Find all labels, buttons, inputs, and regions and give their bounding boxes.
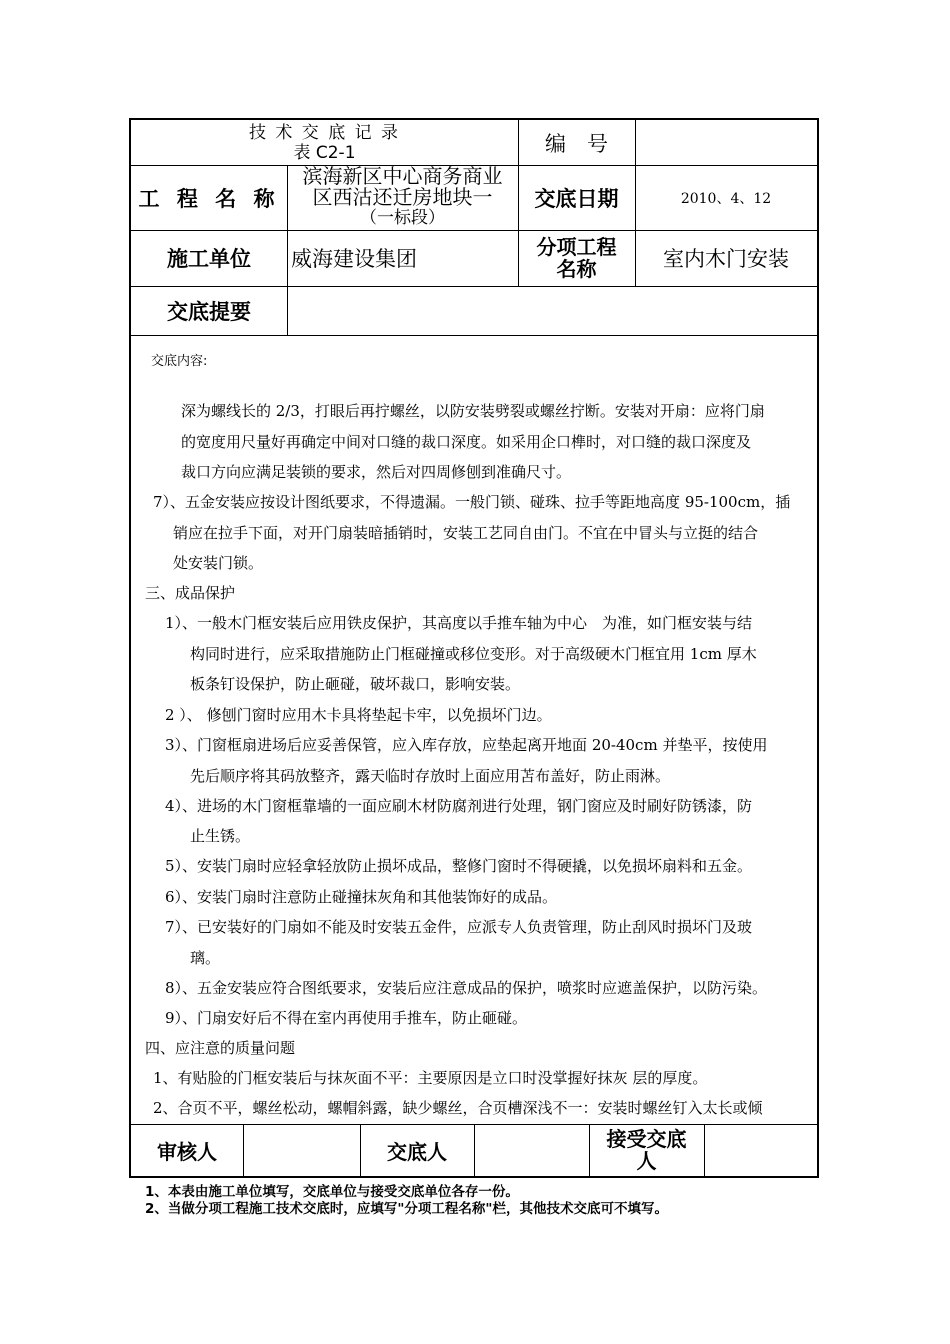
content-line: 止生锈。 [190,827,251,845]
content-line: 先后顺序将其码放整齐，露天临时存放时上面应用苫布盖好，防止雨淋。 [190,767,671,785]
content-line: 裁口方向应满足装锁的要求，然后对四周修刨到准确尺寸。 [181,463,572,481]
reviewer-label: 审核人 [157,1139,217,1164]
subitem-name-label [518,230,635,286]
form-title [131,120,518,165]
project-name-line: （一标段） [360,208,445,228]
disclosure-content [131,338,817,1126]
reviewer-value [243,1124,360,1176]
content-line: 2 ）、 修刨门窗时应用木卡具将垫起卡牢，以免损坏门边。 [165,706,552,724]
summary-label: 交底提要 [167,299,251,324]
subitem-name-label-line: 分项工程 [536,235,617,259]
discloser-label: 交底人 [387,1139,447,1164]
content-line: 3）、门窗框扇进场后应妥善保管，应入库存放，应垫起离开地面 20-40cm 并垫平，按使用 [165,736,768,754]
content-line: 4）、进场的木门窗框靠墙的一面应刷木材防腐剂进行处理，钢门窗应及时刷好防锈漆，防 [165,797,753,815]
form-title-main: 技 术 交 底 记 录 [248,122,401,143]
receiver-label-line: 接受交底 [606,1127,687,1151]
content-line: 7）、五金安装应按设计图纸要求，不得遗漏。一般门锁、碰珠、拉手等距地高度 95-100cm，插 [153,493,791,511]
receiver-label [589,1124,704,1176]
date-value: 2010、4、12 [680,190,772,207]
content-line: 5）、安装门扇时应轻拿轻放防止损坏成品，整修门窗时不得硬撬，以免损坏扇料和五金。 [165,857,753,875]
content-line: 9）、门扇安好后不得在室内再使用手推车，防止砸碰。 [165,1009,528,1027]
construction-unit-value: 威海建设集团 [291,247,417,271]
content-line: 6）、安装门扇时注意防止碰撞抹灰角和其他装饰好的成品。 [165,888,558,906]
content-line: 处安装门锁。 [173,554,264,572]
project-name-line: 滨海新区中心商务商业 [302,164,503,188]
construction-unit-label: 施工单位 [167,247,251,271]
subitem-name-value: 室内木门安装 [663,247,789,271]
content-line: 板条钉设保护，防止砸碰，破坏裁口，影响安装。 [190,675,521,693]
content-line: 璃。 [190,949,221,967]
content-line: 销应在拉手下面，对开门扇装暗插销时，安装工艺同自由门。不宜在中冒头与立挺的结合 [173,524,759,542]
form-code: 表 C2-1 [293,142,356,163]
footnote: 2、当做分项工程施工技术交底时，应填写"分项工程名称"栏，其他技术交底可不填写。 [145,1201,668,1217]
subitem-name-label-line: 名称 [556,257,597,281]
content-line: 的宽度用尺量好再确定中间对口缝的裁口深度。如采用企口榫时，对口缝的裁口深度及 [181,433,752,451]
section-heading: 四、应注意的质量问题 [145,1039,296,1057]
content-line: 构同时进行，应采取措施防止门框碰撞或移位变形。对于高级硬木门框宜用 1cm 厚木 [190,645,757,663]
disclosure-form [129,118,819,1178]
project-name-line: 区西沽还迁房地块一 [312,185,493,209]
receiver-value [704,1124,817,1176]
content-line: 1）、一般木门框安装后应用铁皮保护，其高度以手推车轴为中心 为准，如门框安装与结 [165,614,753,632]
content-heading: 交底内容: [151,354,208,369]
content-line: 7）、已安装好的门扇如不能及时安装五金件，应派专人负责管理，防止刮风时损坏门及玻 [165,918,753,936]
content-line: 8）、五金安装应符合图纸要求，安装后应注意成品的保护，喷浆时应遮盖保护，以防污染。 [165,979,768,997]
receiver-label-line: 人 [636,1149,657,1173]
date-label: 交底日期 [534,186,619,211]
number-label: 编 号 [545,131,608,156]
content-line: 深为螺线长的 2/3，打眼后再拧螺丝，以防安装劈裂或螺丝拧断。安装对开扇：应将门扇 [181,402,765,420]
number-value[interactable] [635,120,817,165]
content-line: 2、合页不平，螺丝松动，螺帽斜露，缺少螺丝，合页槽深浅不一：安装时螺丝钉入太长或倾 [153,1099,763,1117]
footnote: 1、本表由施工单位填写，交底单位与接受交底单位各存一份。 [145,1184,519,1200]
discloser-value [474,1124,589,1176]
section-heading: 三、成品保护 [145,584,236,602]
project-name-value [287,165,518,230]
summary-value [287,286,817,335]
project-name-label: 工 程 名 称 [138,186,280,211]
row-divider [131,335,817,336]
content-line: 1、有贴脸的门框安装后与抹灰面不平：主要原因是立口时没掌握好抹灰 层的厚度。 [153,1069,708,1087]
